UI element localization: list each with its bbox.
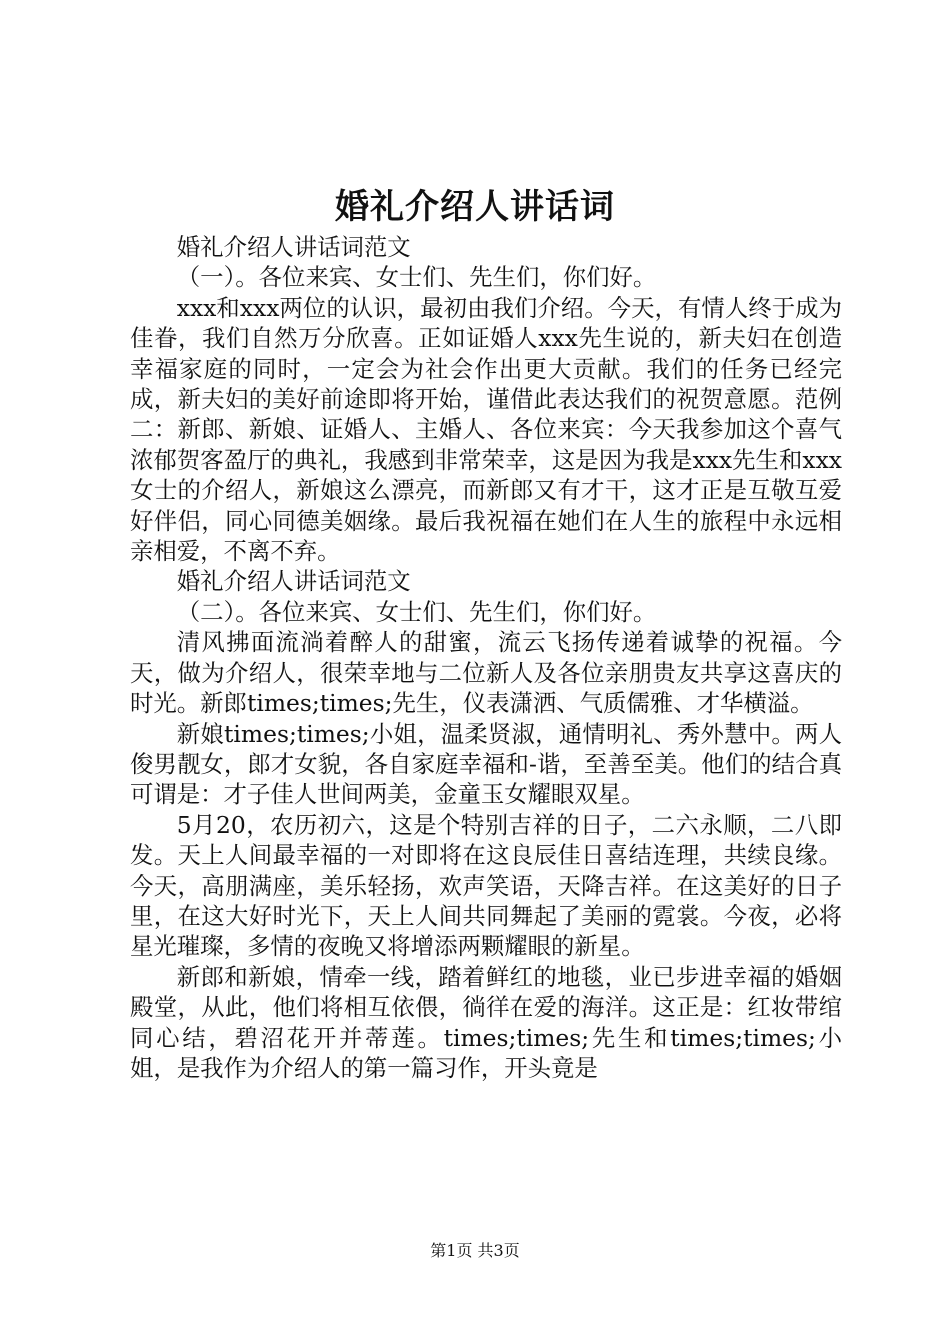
paragraph-body-1: xxx和xxx两位的认识，最初由我们介绍。今天，有情人终于成为佳眷，我们自然万分欣喜。正如证婚人xxx先生说的，新夫妇在创造幸福家庭的同时，一定会为社会作出更大贡献。我们的任务已经完成，新夫妇的美好前途即将开始，谨借此表达我们的祝贺意愿。范例二：新郎、新娘、证婚人、主婚人、各位来宾：今天我参加这个喜气浓郁贺客盈厅的典礼，我感到非常荣幸，这是因为我是xxx先生和xxx女士的介绍人，新娘这么漂亮，而新郎又有才干，这才正是互敬互爱好伴侣，同心同德美姻缘。最后我祝福在她们在人生的旅程中永远相亲相爱，不离不弃。: [130, 293, 842, 566]
paragraph-body-4: 5月20，农历初六，这是个特别吉祥的日子，二六永顺，二八即发。天上人间最幸福的一对即将在这良辰佳日喜结连理，共续良缘。今天，高朋满座，美乐轻扬，欢声笑语，天降吉祥。在这美好的日子里，在这大好时光下，天上人间共同舞起了美丽的霓裳。今夜，必将星光璀璨，多情的夜晚又将增添两颗耀眼的新星。: [130, 810, 842, 961]
paragraph-body-5: 新郎和新娘，情牵一线，踏着鲜红的地毯，业已步进幸福的婚姻殿堂，从此，他们将相互依偎，徜徉在爱的海洋。这正是：红妆带绾同心结，碧沼花开并蒂莲。times;times;先生和times;times;小姐，是我作为介绍人的第一篇习作，开头竟是: [130, 962, 842, 1082]
document-body: [130, 232, 842, 1083]
paragraph-body-2: 清风拂面流淌着醉人的甜蜜，流云飞扬传递着诚挚的祝福。今天，做为介绍人，很荣幸地与二位新人及各位亲朋贵友共享这喜庆的时光。新郎times;times;先生，仪表潇洒、气质儒雅、才华横溢。: [130, 628, 842, 718]
paragraph-greeting-2: （二）。各位来宾、女士们、先生们，你们好。: [176, 597, 657, 626]
paragraph-greeting-1: （一）。各位来宾、女士们、先生们，你们好。: [176, 263, 657, 292]
page-number-footer: 第1页 共3页: [430, 1241, 520, 1260]
paragraph-body-3: 新娘times;times;小姐，温柔贤淑，通情明礼、秀外慧中。两人俊男靓女，郎才女貌，各自家庭幸福和-谐，至善至美。他们的结合真可谓是：才子佳人世间两美，金童玉女耀眼双星。: [130, 719, 842, 809]
paragraph-heading-1: 婚礼介绍人讲话词范文: [176, 233, 411, 261]
document-title: 婚礼介绍人讲话词: [335, 187, 615, 227]
paragraph-heading-2: 婚礼介绍人讲话词范文: [176, 567, 411, 596]
